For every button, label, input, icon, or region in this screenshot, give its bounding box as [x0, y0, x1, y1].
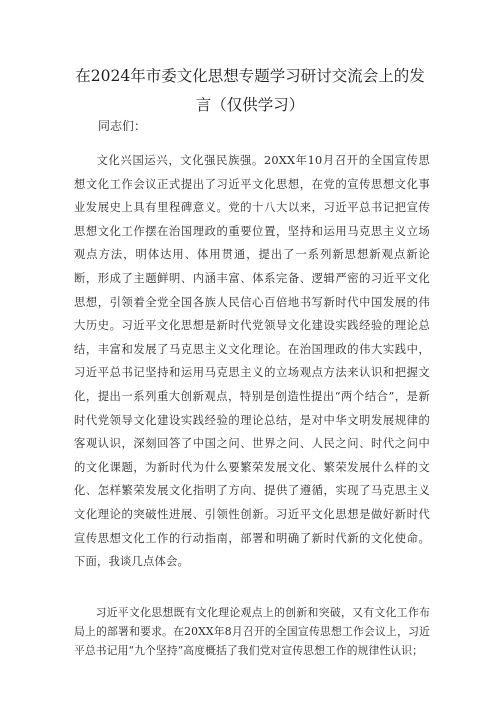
body-paragraph-2: 习近平文化思想既有文化理论观点上的创新和突破，又有文化工作布局上的部署和要求。在20XX年8月召开的全国宣传思想工作会议上，习近平总书记用“九个坚持”高度概括了我们党对宣传思想工作的规律性认识；	[74, 606, 430, 657]
document-title: 在2024年市委文化思想专题学习研讨交流会上的发言（仅供学习）	[75, 67, 425, 114]
greeting: 同志们：	[98, 119, 147, 133]
body-paragraph-1: 文化兴国运兴，文化强民族强。20XX年10月召开的全国宣传思想文化工作会议正式提出了习近平文化思想，在党的宣传思想文化事业发展史上具有里程碑意义。党的十八大以来，习近平总书记把宣传思想文化工作摆在治国理政的重要位置，坚持和运用马克思主义立场观点方法，明体达用、体用贯通，提出了一系列新思想新观点新论断，形成了主题鲜明、内涵丰富、体系完备、逻辑严密的习近平文化思想，引领着全党全国各族人民信心百倍地书写新时代中国发展的伟大历史。习近平文化思想是新时代党领导文化建设实践经验的理论总结，丰富和发展了马克思主义文化理论。在治国理政的伟大实践中，习近平总书记坚持和运用马克思主义的立场观点方法来认识和把握文化，提出一系列重大创新观点，特别是创造性提出“两个结合”，是新时代党领导文化建设实践经验的理论总结，是对中华文明发展规律的客观认识，深刻回答了中国之问、世界之问、人民之问、时代之问中的文化课题，为新时代为什么要繁荣发展文化、繁荣发展什么样的文化、怎样繁荣发展文化指明了方向、提供了遵循，实现了马克思主义文化理论的突破性进展、引领性创新。习近平文化思想是做好新时代宣传思想文化工作的行动指南，部署和明确了新时代新的文化使命。下面，我谈几点体会。	[74, 154, 430, 569]
